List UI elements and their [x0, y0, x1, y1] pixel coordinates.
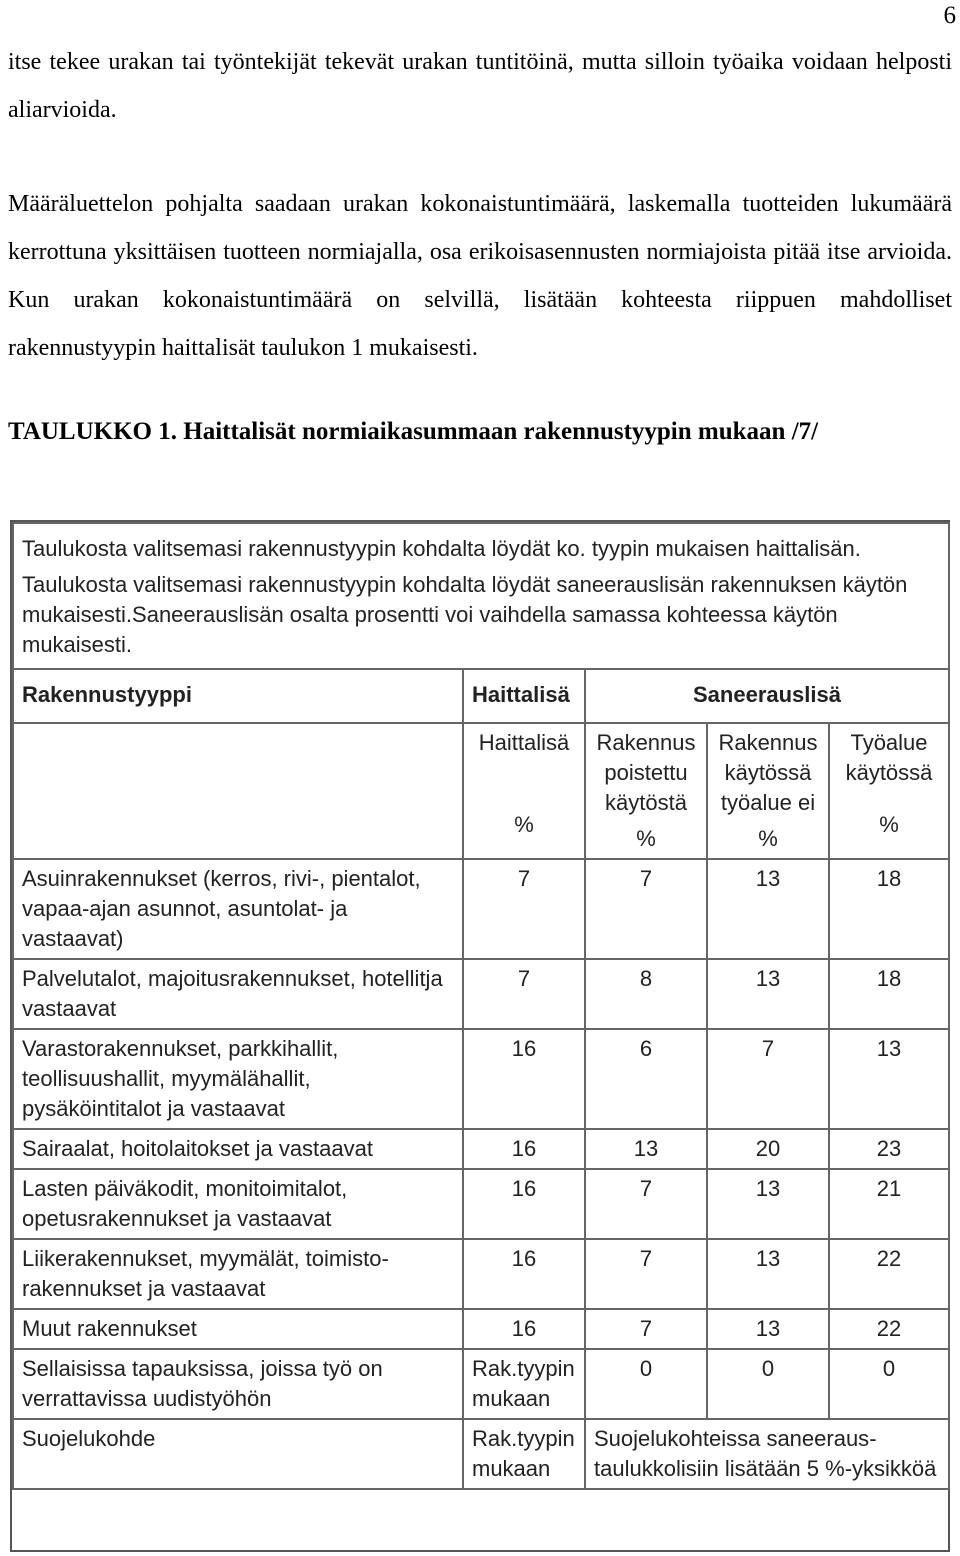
- row-type: Lasten päiväkodit, monitoimitalot, opetusrakennukset ja vastaavat: [13, 1169, 463, 1239]
- row-poistettu: 7: [585, 859, 707, 959]
- table-figure: [10, 520, 950, 1552]
- row-type: Muut rakennukset: [13, 1309, 463, 1349]
- row-poistettu: 0: [585, 1349, 707, 1419]
- row-type: Sellaisissa tapauksissa, joissa työ on verrattavissa uudistyöhön: [13, 1349, 463, 1419]
- row-type: Liikerakennukset, myymälät, toimistorakennukset ja vastaavat: [13, 1239, 463, 1309]
- row-type: Sairaalat, hoitolaitokset ja vastaavat: [13, 1129, 463, 1169]
- row-poistettu: 13: [585, 1129, 707, 1169]
- header-saneerauslisa: Saneerauslisä: [585, 669, 949, 723]
- row-haittalisa: Rak.tyypin mukaan: [463, 1419, 585, 1489]
- row-poistettu: 7: [585, 1239, 707, 1309]
- row-type: Varastorakennukset, parkkihallit, teollisuushallit, myymälähallit, pysäköintitalot ja vastaavat: [13, 1029, 463, 1129]
- row-haittalisa: 16: [463, 1309, 585, 1349]
- row-tyoalue-kaytossa: 22: [829, 1309, 949, 1349]
- row-poistettu: 7: [585, 1309, 707, 1349]
- table-row: [13, 1349, 949, 1419]
- row-kaytossa-ei: 13: [707, 1239, 829, 1309]
- row-saneerauslisa-note: Suojelukohteissa saneeraustaulukkolisiin lisätään 5 %-yksikköä: [585, 1419, 949, 1489]
- row-haittalisa: 7: [463, 959, 585, 1029]
- table-row-last: [13, 1419, 949, 1489]
- table-row: [13, 1239, 949, 1309]
- row-haittalisa: 16: [463, 1169, 585, 1239]
- subheader-kaytossa-ei: Rakennus käytössä työalue ei %: [707, 723, 829, 859]
- row-poistettu: 7: [585, 1169, 707, 1239]
- row-kaytossa-ei: 13: [707, 859, 829, 959]
- header-row: [13, 669, 949, 723]
- row-tyoalue-kaytossa: 18: [829, 959, 949, 1029]
- row-haittalisa: Rak.tyypin mukaan: [463, 1349, 585, 1419]
- row-poistettu: 8: [585, 959, 707, 1029]
- row-type: Palvelutalot, majoitusrakennukset, hotellitja vastaavat: [13, 959, 463, 1029]
- table-row: [13, 859, 949, 959]
- row-kaytossa-ei: 13: [707, 1309, 829, 1349]
- header-rakennustyyppi: Rakennustyyppi: [13, 669, 463, 723]
- row-haittalisa: 7: [463, 859, 585, 959]
- note-1: Taulukosta valitsemasi rakennustyypin kohdalta löydät ko. tyypin mukaisen haittalisän.: [22, 536, 861, 561]
- haittalisa-table: [12, 522, 950, 1490]
- subheader-row: [13, 723, 949, 859]
- row-haittalisa: 16: [463, 1129, 585, 1169]
- row-kaytossa-ei: 13: [707, 1169, 829, 1239]
- row-tyoalue-kaytossa: 21: [829, 1169, 949, 1239]
- row-tyoalue-kaytossa: 18: [829, 859, 949, 959]
- subheader-poistettu: Rakennus poistettu käytöstä %: [585, 723, 707, 859]
- row-tyoalue-kaytossa: 0: [829, 1349, 949, 1419]
- row-tyoalue-kaytossa: 23: [829, 1129, 949, 1169]
- row-tyoalue-kaytossa: 22: [829, 1239, 949, 1309]
- row-kaytossa-ei: 0: [707, 1349, 829, 1419]
- row-haittalisa: 16: [463, 1029, 585, 1129]
- header-haittalisa: Haittalisä: [463, 669, 585, 723]
- row-poistettu: 6: [585, 1029, 707, 1129]
- note-2: Taulukosta valitsemasi rakennustyypin kohdalta löydät saneerauslisän rakennuksen käytön mukaisesti.Saneerauslisän osalta prosentti voi vaihdella samassa kohteessa käytön mukaisesti.: [22, 572, 908, 657]
- table-row: [13, 1029, 949, 1129]
- row-tyoalue-kaytossa: 13: [829, 1029, 949, 1129]
- notes-row: [13, 523, 949, 669]
- paragraph-1: itse tekee urakan tai työntekijät tekevät urakan tuntitöinä, mutta silloin työaika voidaan helposti aliarvioida.: [8, 49, 952, 123]
- page-number: 6: [943, 2, 956, 29]
- table-row: [13, 959, 949, 1029]
- row-kaytossa-ei: 7: [707, 1029, 829, 1129]
- table-row: [13, 1169, 949, 1239]
- subheader-tyoalue-kaytossa: Työalue käytössä %: [829, 723, 949, 859]
- table-row: [13, 1309, 949, 1349]
- row-type: Suojelukohde: [13, 1419, 463, 1489]
- subheader-haittalisa: Haittalisä %: [463, 723, 585, 859]
- table-caption: TAULUKKO 1. Haittalisät normiaikasummaan rakennustyypin mukaan /7/: [8, 418, 819, 445]
- paragraph-2: Määräluettelon pohjalta saadaan urakan kokonaistuntimäärä, laskemalla tuotteiden lukumäärä kerrottuna yksittäisen tuotteen normiajalla, osa erikoisasennusten normiajoista pitää itse arvioida. Kun urakan kokonaistuntimäärä on selvillä, lisätään kohteesta riippuen mahdolliset rakennustyypin haittalisät taulukon 1 mukaisesti.: [8, 191, 952, 361]
- row-haittalisa: 16: [463, 1239, 585, 1309]
- table-row: [13, 1129, 949, 1169]
- row-kaytossa-ei: 20: [707, 1129, 829, 1169]
- subheader-empty: [13, 723, 463, 859]
- row-kaytossa-ei: 13: [707, 959, 829, 1029]
- row-type: Asuinrakennukset (kerros, rivi-, pientalot, vapaa-ajan asunnot, asuntolat- ja vastaavat): [13, 859, 463, 959]
